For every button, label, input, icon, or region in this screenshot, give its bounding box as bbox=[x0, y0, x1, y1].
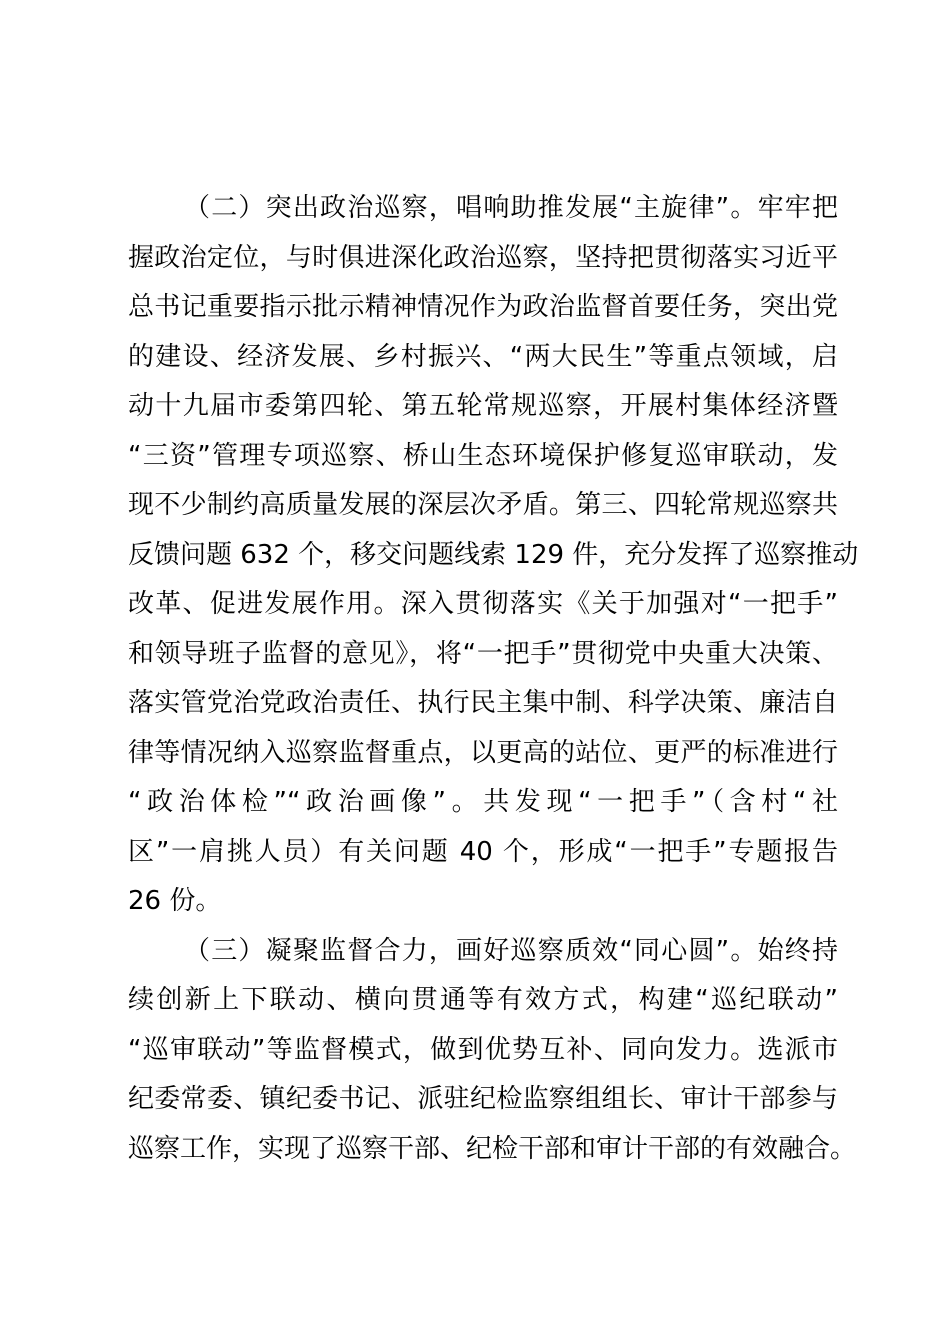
paragraph-line: 总书记重要指示批示精神情况作为政治监督首要任务，突出党 bbox=[128, 292, 838, 322]
paragraph-line: （三）凝聚监督合力，画好巡察质效“同心圆”。始终持 bbox=[184, 935, 838, 966]
paragraph-line: 律等情况纳入巡察监督重点，以更高的站位、更严的标准进行 bbox=[128, 737, 838, 768]
paragraph-line: 区”一肩挑人员）有关问题 40 个，形成“一把手”专题报告 bbox=[128, 836, 838, 867]
paragraph-line: “巡审联动”等监督模式，做到优势互补、同向发力。选派市 bbox=[128, 1034, 838, 1065]
paragraph-line: 的建设、经济发展、乡村振兴、“两大民生”等重点领域，启 bbox=[128, 341, 838, 372]
paragraph-line: “三资”管理专项巡察、桥山生态环境保护修复巡审联动，发 bbox=[128, 440, 838, 471]
paragraph-line: 纪委常委、镇纪委书记、派驻纪检监察组组长、审计干部参与 bbox=[128, 1084, 838, 1114]
paragraph-line: 和领导班子监督的意见》，将“一把手”贯彻党中央重大决策、 bbox=[128, 638, 838, 669]
paragraph-line: 落实管党治党政治责任、执行民主集中制、科学决策、廉洁自 bbox=[128, 688, 838, 718]
paragraph-line: 握政治定位，与时俱进深化政治巡察，坚持把贯彻落实习近平 bbox=[128, 242, 838, 273]
paragraph-supervision-synergy bbox=[128, 927, 857, 1175]
paragraph-line: 反馈问题 632 个，移交问题线索 129 件，充分发挥了巡察推动 bbox=[128, 539, 859, 570]
paragraph-line: 现不少制约高质量发展的深层次矛盾。第三、四轮常规巡察共 bbox=[128, 490, 838, 520]
paragraph-line: 26 份。 bbox=[128, 886, 222, 916]
paragraph-line: “政治体检”“政治画像”。共发现“一把手”（含村“社 bbox=[128, 787, 838, 817]
paragraph-line: 巡察工作，实现了巡察干部、纪检干部和审计干部的有效融合。 bbox=[128, 1133, 857, 1164]
paragraph-line: 续创新上下联动、横向贯通等有效方式，构建“巡纪联动” bbox=[128, 985, 838, 1015]
paragraph-political-inspection bbox=[128, 184, 859, 927]
paragraph-line: 改革、促进发展作用。深入贯彻落实《关于加强对“一把手” bbox=[128, 589, 838, 619]
paragraph-line: （二）突出政治巡察，唱响助推发展“主旋律”。牢牢把 bbox=[184, 193, 838, 223]
document-body bbox=[128, 184, 859, 1174]
paragraph-line: 动十九届市委第四轮、第五轮常规巡察，开展村集体经济暨 bbox=[128, 391, 838, 421]
